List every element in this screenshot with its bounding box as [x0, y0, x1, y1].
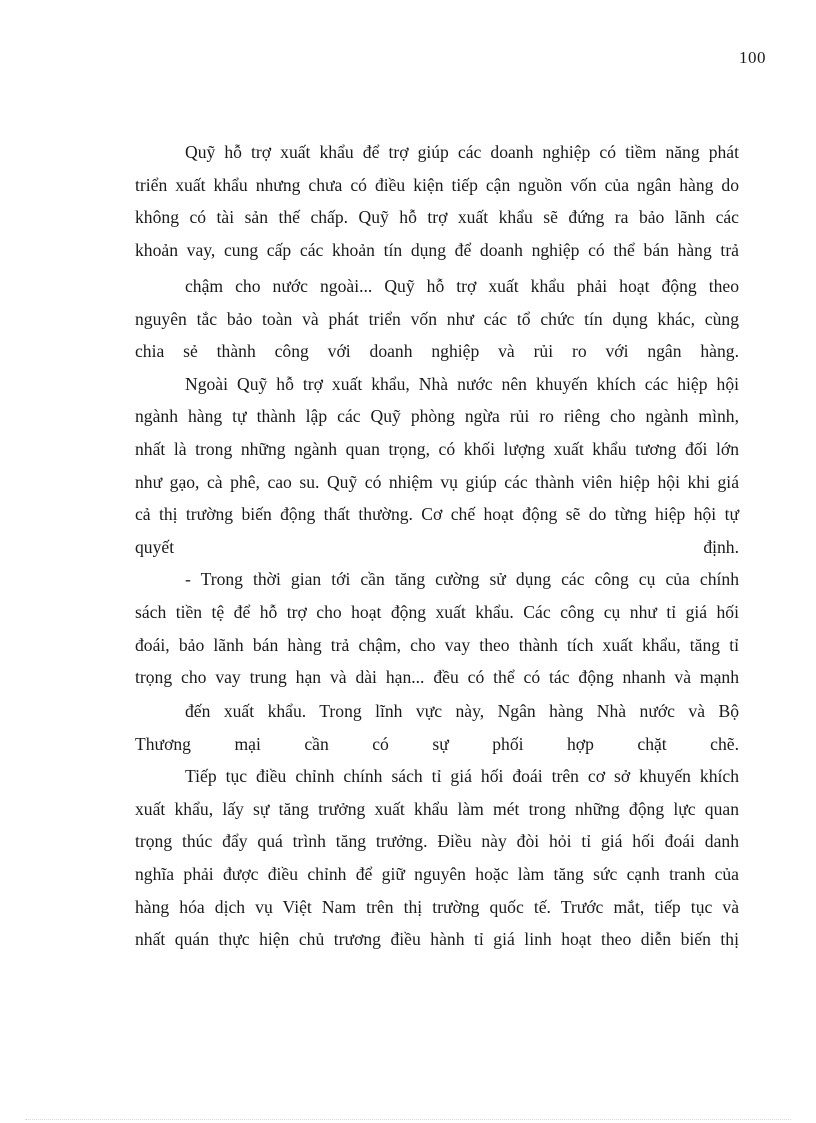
- text-line: khoản vay, cung cấp các khoản tín dụng để doanh nghiệp có thể bán hàng trả: [135, 239, 739, 260]
- text-block-2: [135, 270, 739, 694]
- text-line: quyết định.: [135, 536, 739, 557]
- text-line: ngành hàng tự thành lập các Quỹ phòng ngừa rủi ro riêng cho ngành mình,: [135, 406, 739, 427]
- text-line: Ngoài Quỹ hỗ trợ xuất khẩu, Nhà nước nên khuyến khích các hiệp hội: [185, 373, 739, 394]
- text-block-3: [135, 695, 739, 956]
- text-line: nhất là trong những ngành quan trọng, có khối lượng xuất khẩu tương đối lớn: [135, 438, 739, 459]
- text-line: nhất quán thực hiện chủ trương điều hành tỉ giá linh hoạt theo diễn biến thị: [135, 929, 739, 950]
- text-line: nguyên tắc bảo toàn và phát triển vốn như các tổ chức tín dụng khác, cùng: [135, 308, 739, 329]
- text-line: hàng hóa dịch vụ Việt Nam trên thị trường quốc tế. Trước mắt, tiếp tục và: [135, 896, 739, 917]
- text-line: chia sẻ thành công với doanh nghiệp và rủi ro với ngân hàng.: [135, 341, 739, 362]
- text-line: Quỹ hỗ trợ xuất khẩu để trợ giúp các doanh nghiệp có tiềm năng phát: [185, 142, 739, 162]
- page-bottom-divider: [25, 1119, 791, 1120]
- text-line: đến xuất khẩu. Trong lĩnh vực này, Ngân hàng Nhà nước và Bộ: [185, 701, 739, 721]
- text-line: trọng thúc đẩy quá trình tăng trưởng. Điều này đòi hỏi tỉ giá hối đoái danh: [135, 831, 739, 852]
- text-line: chậm cho nước ngoài... Quỹ hỗ trợ xuất khẩu phải hoạt động theo: [185, 276, 739, 296]
- text-line: nghĩa phải được điều chỉnh để giữ nguyên hoặc làm tăng sức cạnh tranh của: [135, 863, 739, 884]
- text-line: triển xuất khẩu nhưng chưa có điều kiện tiếp cận nguồn vốn của ngân hàng do: [135, 174, 739, 195]
- text-block-1: [135, 136, 739, 266]
- text-line: cả thị trường biến động thất thường. Cơ chế hoạt động sẽ do từng hiệp hội tự: [135, 504, 739, 525]
- text-line: Tiếp tục điều chỉnh chính sách tỉ giá hối đoái trên cơ sở khuyến khích: [185, 766, 739, 787]
- text-line: như gạo, cà phê, cao su. Quỹ có nhiệm vụ giúp các thành viên hiệp hội khi giá: [135, 471, 739, 492]
- text-line: trọng cho vay trung hạn và dài hạn... đều có thể có tác động nhanh và mạnh: [135, 667, 739, 688]
- text-line: đoái, bảo lãnh bán hàng trả chậm, cho vay theo thành tích xuất khẩu, tăng tỉ: [135, 634, 739, 655]
- text-line: Thương mại cần có sự phối hợp chặt chẽ.: [135, 733, 739, 754]
- text-line: sách tiền tệ để hỗ trợ cho hoạt động xuất khẩu. Các công cụ như tỉ giá hối: [135, 601, 739, 622]
- page-number: 100: [739, 48, 766, 67]
- text-line: xuất khẩu, lấy sự tăng trưởng xuất khẩu làm mét trong những động lực quan: [135, 798, 739, 819]
- text-line: - Trong thời gian tới cần tăng cường sử dụng các công cụ của chính: [185, 569, 739, 590]
- text-line: không có tài sản thế chấp. Quỹ hỗ trợ xuất khẩu sẽ đứng ra bảo lãnh các: [135, 207, 739, 228]
